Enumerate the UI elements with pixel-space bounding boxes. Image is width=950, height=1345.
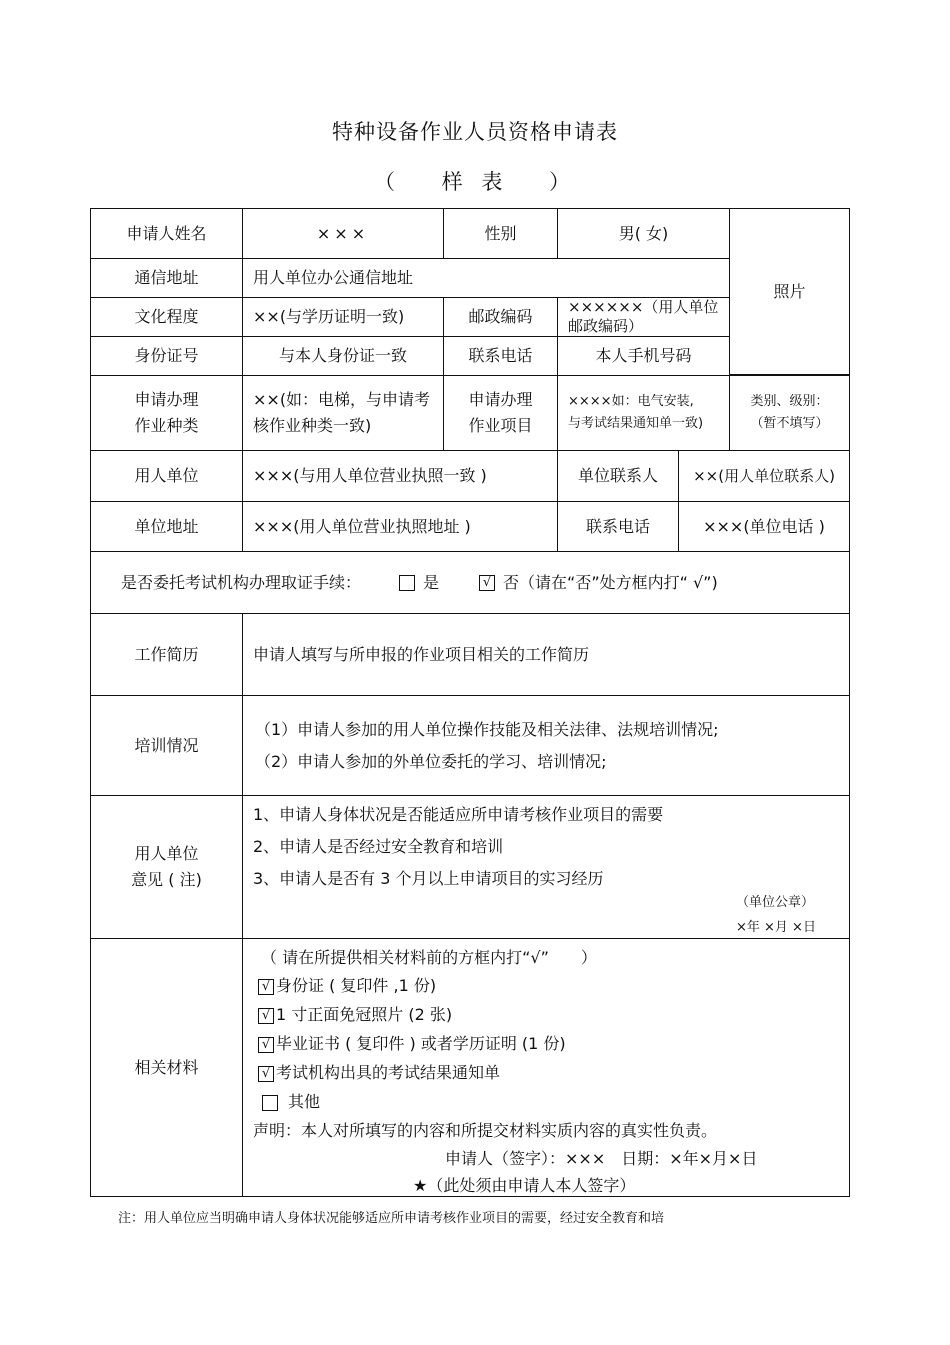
employer-phone-value[interactable]: ×××(单位电话 ) <box>678 501 850 552</box>
page-title: 特种设备作业人员资格申请表 <box>332 120 618 144</box>
postcode-label: 邮政编码 <box>443 297 558 337</box>
photo-box[interactable]: 照片 <box>729 208 850 375</box>
materials-label: 相关材料 <box>90 938 243 1197</box>
training-line1: （1）申请人参加的用人单位操作技能及相关法律、法规培训情况; <box>255 719 719 739</box>
materials-value <box>242 938 850 1197</box>
gender-label: 性别 <box>443 208 558 259</box>
education-value[interactable]: ××(与学历证明一致) <box>242 297 444 337</box>
work-history-value[interactable]: 申请人填写与所申报的作业项目相关的工作简历 <box>242 613 850 696</box>
employer-contact-value[interactable]: ××(用人单位联系人) <box>678 450 850 502</box>
materials-instruction: （ 请在所提供相关材料前的方框内打“√” ） <box>261 948 597 967</box>
id-value[interactable]: 与本人身份证一致 <box>242 336 444 376</box>
material-item[interactable] <box>258 1031 566 1057</box>
work-history-label: 工作简历 <box>90 613 243 696</box>
opinion-seal: （单位公章） <box>736 895 815 910</box>
address-value[interactable]: 用人单位办公通信地址 <box>242 258 730 298</box>
name-label: 申请人姓名 <box>90 208 243 259</box>
work-type-label-line2: 作业种类 <box>134 416 199 435</box>
material-text: 其他 <box>288 1092 321 1111</box>
opinion-label-line1: 用人单位 <box>134 844 199 863</box>
material-item[interactable] <box>258 1060 500 1086</box>
work-item-value-line1: ××××如：电气安装, <box>568 394 694 409</box>
entrust-no-checkbox[interactable]: √ <box>479 575 495 591</box>
opinion-line2: 2、申请人是否经过安全教育和培训 <box>253 837 504 856</box>
category-level-cell[interactable] <box>729 375 850 451</box>
subtitle-text: 样 表 <box>441 170 509 194</box>
training-line2: （2）申请人参加的外单位委托的学习、培训情况; <box>255 751 607 771</box>
phone-label: 联系电话 <box>443 336 558 376</box>
page-subtitle <box>0 166 950 196</box>
education-label: 文化程度 <box>90 297 243 337</box>
employer-label: 用人单位 <box>90 450 243 502</box>
material-checkbox[interactable]: √ <box>258 1066 274 1082</box>
material-item[interactable] <box>258 1002 452 1028</box>
employer-address-label: 单位地址 <box>90 501 243 552</box>
material-checkbox[interactable]: √ <box>258 1008 274 1024</box>
material-text: 1 寸正面免冠照片 (2 张) <box>276 1005 453 1024</box>
name-value[interactable]: ××× <box>242 208 444 259</box>
training-label: 培训情况 <box>90 695 243 796</box>
work-item-label-line1: 申请办理 <box>468 390 533 409</box>
material-checkbox[interactable] <box>262 1095 278 1111</box>
employer-phone-label: 联系电话 <box>557 501 679 552</box>
opinion-value[interactable] <box>242 795 850 939</box>
employer-contact-label: 单位联系人 <box>557 450 679 502</box>
subtitle-close: ） <box>549 170 577 194</box>
work-item-label <box>443 375 558 451</box>
signature-note: ★（此处须由申请人本人签字） <box>413 1176 636 1195</box>
entrust-question: 是否委托考试机构办理取证手续： <box>121 572 362 592</box>
work-item-value-line2: 与考试结果通知单一致) <box>568 416 704 431</box>
footnote: 注：用人单位应当明确申请人身体状况能够适应所申请考核作业项目的需要，经过安全教育和培 <box>118 1211 665 1226</box>
gender-value[interactable]: 男( 女) <box>557 208 730 259</box>
material-checkbox[interactable]: √ <box>258 979 274 995</box>
id-label: 身份证号 <box>90 336 243 376</box>
training-value[interactable] <box>242 695 850 796</box>
material-checkbox[interactable]: √ <box>258 1037 274 1053</box>
material-item[interactable] <box>262 1089 320 1115</box>
employer-value[interactable]: ×××(与用人单位营业执照一致 ) <box>242 450 558 502</box>
opinion-label <box>90 795 243 939</box>
phone-value[interactable]: 本人手机号码 <box>557 336 730 376</box>
work-type-value[interactable]: ××(如：电梯，与申请考核作业种类一致) <box>242 375 444 451</box>
category-level-line2: （暂不填写） <box>750 416 829 431</box>
work-type-label <box>90 375 243 451</box>
work-type-label-line1: 申请办理 <box>134 390 199 409</box>
entrust-no-label: 否（请在“否”处方框内打“ √”) <box>503 572 718 592</box>
postcode-value-text: ××××××（用人单位邮政编码） <box>568 298 719 335</box>
employer-address-value[interactable]: ×××(用人单位营业执照地址 ) <box>242 501 558 552</box>
work-item-value[interactable] <box>557 375 730 451</box>
materials-declaration: 声明：本人对所填写的内容和所提交材料实质内容的真实性负责。 <box>253 1121 718 1140</box>
entrust-yes-checkbox[interactable] <box>399 575 415 591</box>
address-label: 通信地址 <box>90 258 243 298</box>
entrust-yes-label: 是 <box>423 572 440 592</box>
entrust-row <box>90 551 850 614</box>
opinion-line3: 3、申请人是否有 3 个月以上申请项目的实习经历 <box>253 869 604 888</box>
material-text: 身份证 ( 复印件 ,1 份) <box>276 976 437 995</box>
material-item[interactable] <box>258 973 436 999</box>
work-item-label-line2: 作业项目 <box>468 416 533 435</box>
applicant-signature[interactable]: 申请人（签字）：××× 日期：×年×月×日 <box>445 1149 758 1168</box>
opinion-line1: 1、申请人身体状况是否能适应所申请考核作业项目的需要 <box>253 805 664 824</box>
subtitle-open: （ <box>373 170 401 194</box>
postcode-value[interactable] <box>557 297 730 337</box>
category-level-line1: 类别、级别： <box>750 394 829 409</box>
opinion-label-line2: 意见 ( 注) <box>131 870 202 889</box>
material-text: 毕业证书 ( 复印件 ) 或者学历证明 (1 份) <box>276 1034 566 1053</box>
opinion-date: ×年 ×月 ×日 <box>736 920 816 935</box>
material-text: 考试机构出具的考试结果通知单 <box>276 1063 501 1082</box>
